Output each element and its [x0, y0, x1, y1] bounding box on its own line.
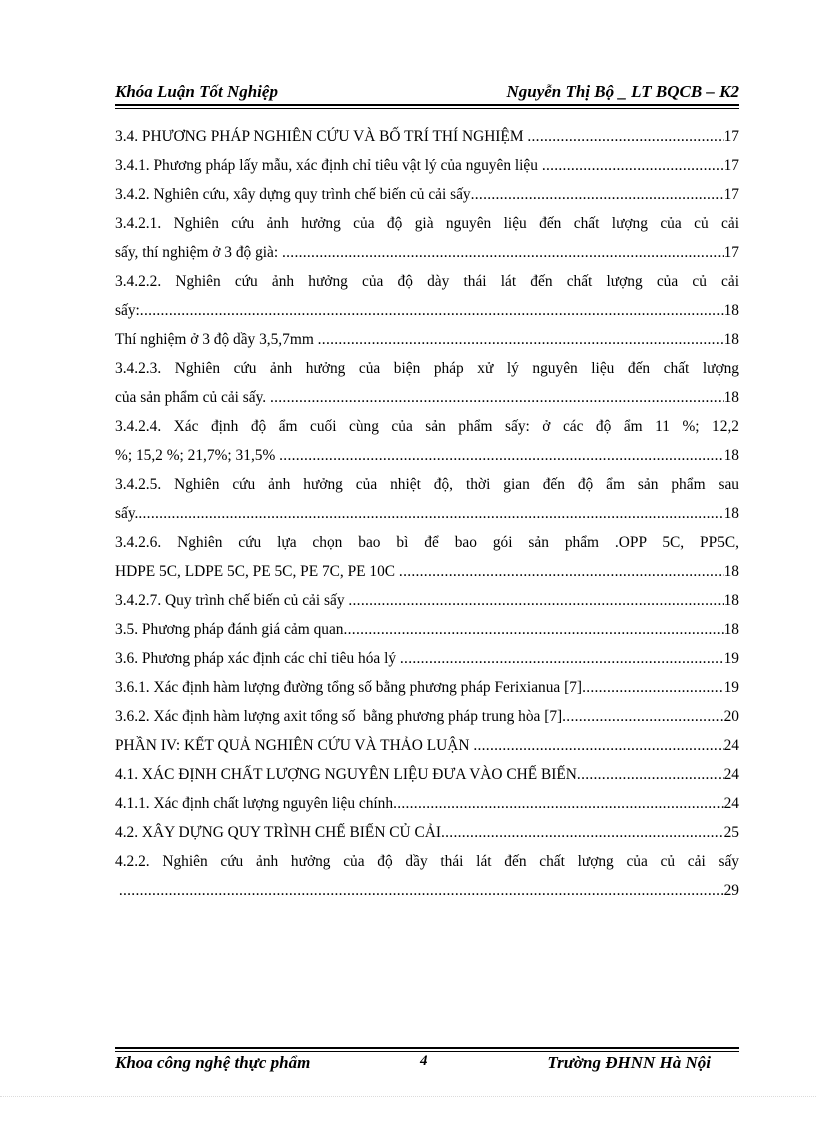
- leader-dots: [577, 760, 724, 789]
- toc-page-number: 24: [723, 737, 739, 754]
- toc-entry-text: 3.4.2.2. Nghiên cứu ảnh hưởng của độ dày thái lát đến chất lượng của củ cải: [115, 273, 739, 290]
- toc-page-number: 18: [723, 505, 739, 522]
- toc-entry[interactable]: [115, 151, 739, 180]
- toc-page-number: 18: [723, 592, 739, 609]
- toc-page-number: 29: [723, 882, 739, 899]
- leader-dots: [562, 702, 723, 731]
- toc-page-number: 24: [723, 766, 739, 783]
- toc-entry[interactable]: [115, 644, 739, 673]
- toc-entry-text: 4.1.1. Xác định chất lượng nguyên liệu chính: [115, 795, 394, 812]
- toc-page-number: 17: [723, 244, 739, 261]
- toc-entry[interactable]: [115, 267, 739, 325]
- toc-page-number: 24: [723, 795, 739, 812]
- leader-dots: [393, 789, 724, 818]
- leader-dots: [344, 615, 724, 644]
- toc-page-number: 18: [723, 563, 739, 580]
- header-rule: [115, 104, 739, 106]
- leader-dots: [473, 731, 723, 760]
- header-title: Khóa Luận Tốt Nghiệp: [115, 82, 278, 101]
- page-footer: [115, 1053, 739, 1075]
- toc-entry[interactable]: [115, 354, 739, 412]
- toc-entry-text-cont: sấy, thí nghiệm ở 3 độ già:: [115, 244, 283, 261]
- toc-entry-text: PHẦN IV: KẾT QUẢ NGHIÊN CỨU VÀ THẢO LUẬN: [115, 737, 474, 754]
- header-author: Nguyễn Thị Bộ _ LT BQCB – K2: [506, 82, 739, 101]
- toc-entry-text: 4.1. XÁC ĐỊNH CHẤT LƯỢNG NGUYÊN LIỆU ĐƯA VÀO CHẾ BIẾN: [115, 766, 577, 783]
- toc-entry-text: 3.5. Phương pháp đánh giá cảm quan: [115, 621, 344, 638]
- toc-entry-text: 3.4.2.5. Nghiên cứu ảnh hưởng của nhiệt độ, thời gian đến độ ẩm sản phẩm sau: [115, 476, 739, 493]
- leader-dots: [400, 644, 724, 673]
- toc-entry-text-cont: %; 15,2 %; 21,7%; 31,5%: [115, 447, 280, 464]
- page-header: [115, 82, 739, 104]
- toc-entry-text-cont: sấy.: [115, 505, 139, 522]
- toc-page-number: 17: [723, 128, 739, 145]
- header-rule-thin: [115, 108, 739, 109]
- toc-entry[interactable]: [115, 325, 739, 354]
- toc-page-number: 19: [723, 650, 739, 667]
- toc-entry-text: 3.6. Phương pháp xác định các chỉ tiêu hóa lý: [115, 650, 400, 667]
- toc-page-number: 17: [723, 157, 739, 174]
- page-number: 4: [420, 1053, 428, 1069]
- toc-entry[interactable]: [115, 615, 739, 644]
- toc-page-number: 18: [723, 389, 739, 406]
- leader-dots: [270, 383, 724, 412]
- toc-entry[interactable]: [115, 789, 739, 818]
- toc-entry[interactable]: [115, 731, 739, 760]
- toc-entry-text: 3.4.2.1. Nghiên cứu ảnh hưởng của độ già nguyên liệu đến chất lượng của củ cải: [115, 215, 739, 232]
- leader-dots: [399, 557, 724, 586]
- toc-page-number: 17: [723, 186, 739, 203]
- leader-dots: [348, 586, 723, 615]
- footer-university: Trường ĐHNN Hà Nội: [547, 1053, 711, 1072]
- toc-page-number: 18: [723, 302, 739, 319]
- toc-entry-text: 3.4.1. Phương pháp lấy mẫu, xác định chỉ tiêu vật lý của nguyên liệu: [115, 157, 542, 174]
- leader-dots: [318, 325, 724, 354]
- toc-page-number: 19: [723, 679, 739, 696]
- table-of-contents: [115, 122, 739, 905]
- toc-entry[interactable]: [115, 673, 739, 702]
- footer-faculty: Khoa công nghệ thực phẩm: [115, 1053, 311, 1072]
- toc-entry-text: 3.6.1. Xác định hàm lượng đường tổng số bằng phương pháp Ferixianua [7]: [115, 679, 583, 696]
- toc-entry-text-cont: sấy:: [115, 302, 140, 319]
- toc-entry-text: 3.4.2.6. Nghiên cứu lựa chọn bao bì để bao gói sản phẩm .OPP 5C, PP5C,: [115, 534, 739, 551]
- toc-entry-text: Thí nghiệm ở 3 độ dầy 3,5,7mm: [115, 331, 318, 348]
- toc-entry-text: 3.4.2.4. Xác định độ ẩm cuối cùng của sản phẩm sấy: ở các độ ẩm 11 %; 12,2: [115, 418, 739, 435]
- footer-rule: [115, 1047, 739, 1049]
- leader-dots: [138, 499, 723, 528]
- toc-page-number: 20: [723, 708, 739, 725]
- toc-entry-text: 3.4.2.3. Nghiên cứu ảnh hưởng của biện pháp xử lý nguyên liệu đến chất lượng: [115, 360, 739, 377]
- leader-dots: [441, 818, 724, 847]
- toc-entry-text: 4.2.2. Nghiên cứu ảnh hưởng của độ dầy thái lát đến chất lượng của củ cải sấy: [115, 853, 739, 870]
- toc-entry-text: 3.6.2. Xác định hàm lượng axit tổng số bằng phương pháp trung hòa [7]: [115, 708, 563, 725]
- toc-page-number: 18: [723, 621, 739, 638]
- toc-entry[interactable]: [115, 586, 739, 615]
- toc-entry-text: 3.4.2.7. Quy trình chế biến củ cải sấy: [115, 592, 349, 609]
- toc-entry-text: 4.2. XÂY DỰNG QUY TRÌNH CHẾ BIẾN CỦ CẢI: [115, 824, 442, 841]
- toc-entry[interactable]: [115, 209, 739, 267]
- toc-entry[interactable]: [115, 818, 739, 847]
- toc-entry[interactable]: [115, 180, 739, 209]
- toc-entry-text: 3.4. PHƯƠNG PHÁP NGHIÊN CỨU VÀ BỐ TRÍ THÍ NGHIỆM: [115, 128, 528, 145]
- leader-dots: [542, 151, 724, 180]
- toc-page-number: 18: [723, 331, 739, 348]
- leader-dots: [582, 673, 724, 702]
- leader-dots: [282, 238, 724, 267]
- leader-dots: [119, 876, 724, 905]
- toc-entry[interactable]: [115, 847, 739, 905]
- toc-entry[interactable]: [115, 470, 739, 528]
- toc-entry[interactable]: [115, 122, 739, 151]
- leader-dots: [471, 180, 724, 209]
- toc-entry-text-cont: của sản phẩm củ cải sấy.: [115, 389, 270, 406]
- toc-entry-text-cont: HDPE 5C, LDPE 5C, PE 5C, PE 7C, PE 10C: [115, 563, 399, 580]
- leader-dots: [279, 441, 723, 470]
- bottom-dotted-border: [0, 1096, 816, 1098]
- leader-dots: [140, 296, 724, 325]
- toc-page-number: 18: [723, 447, 739, 464]
- toc-entry[interactable]: [115, 760, 739, 789]
- leader-dots: [527, 122, 723, 151]
- toc-page-number: 25: [723, 824, 739, 841]
- toc-entry[interactable]: [115, 702, 739, 731]
- toc-entry-text: 3.4.2. Nghiên cứu, xây dựng quy trình chế biến củ cải sấy: [115, 186, 471, 203]
- toc-entry[interactable]: [115, 412, 739, 470]
- toc-entry[interactable]: [115, 528, 739, 586]
- footer-rule-thin: [115, 1051, 739, 1052]
